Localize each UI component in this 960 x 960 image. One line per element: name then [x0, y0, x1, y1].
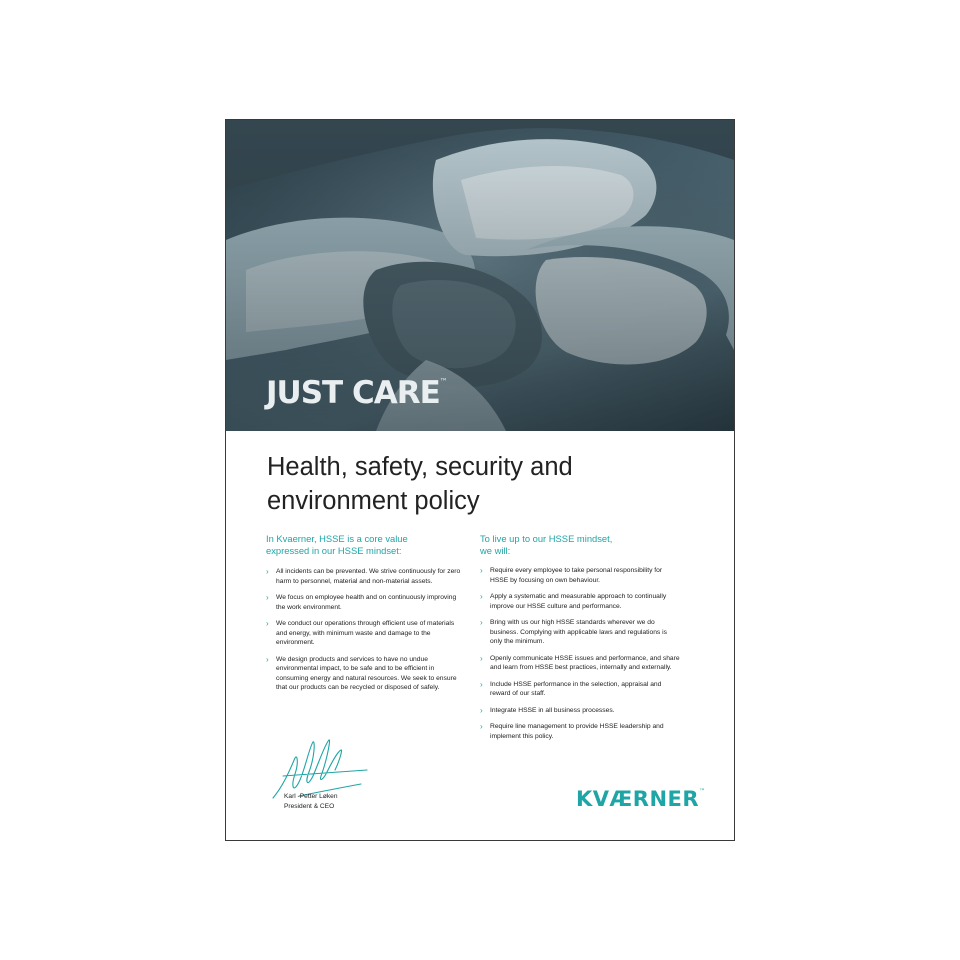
trademark-mark: ™	[439, 377, 448, 386]
chevron-right-icon: ›	[266, 619, 269, 628]
list-item-text: Bring with us our high HSSE standards wherever we do business. Complying with applicable laws and regulations is only the minimum.	[490, 619, 667, 645]
list-item-text: Include HSSE performance in the selection, appraisal and reward of our staff.	[490, 680, 662, 697]
logo-trademark: ™	[699, 788, 706, 795]
list-item	[480, 592, 680, 611]
signer-role: President & CEO	[284, 803, 335, 810]
list-item-text: Openly communicate HSSE issues and performance, and share and learn from HSSE best practices, internally and externally.	[490, 654, 680, 671]
logo-text: KVÆRNER	[576, 787, 700, 811]
list-item-text: We conduct our operations through efficient use of materials and energy, with minimum waste and damage to the environment.	[276, 620, 455, 646]
commitments-column	[480, 533, 680, 748]
chevron-right-icon: ›	[480, 566, 483, 575]
list-item	[480, 680, 680, 699]
list-item-text: Integrate HSSE in all business processes.	[490, 706, 615, 714]
list-item	[480, 566, 680, 585]
chevron-right-icon: ›	[480, 679, 483, 689]
list-item	[480, 722, 680, 741]
chevron-right-icon: ›	[266, 567, 269, 576]
list-item-text: We focus on employee health and on continuously improving the work environment.	[276, 594, 457, 611]
chevron-right-icon: ›	[480, 722, 483, 731]
list-item	[480, 706, 680, 716]
hero-photo	[226, 120, 734, 431]
chevron-right-icon: ›	[480, 618, 483, 627]
list-item-text: Require every employee to take personal responsibility for HSSE by focusing on own behaviour.	[490, 567, 663, 584]
mindset-heading: In Kvaerner, HSSE is a core value expressed in our HSSE mindset:	[266, 533, 408, 556]
list-item	[480, 654, 680, 673]
commitments-heading: To live up to our HSSE mindset, we will:	[480, 533, 613, 556]
list-item-text: Require line management to provide HSSE leadership and implement this policy.	[490, 723, 664, 740]
chevron-right-icon: ›	[480, 592, 483, 601]
chevron-right-icon: ›	[480, 705, 483, 715]
list-item	[266, 655, 461, 693]
signer-block	[284, 792, 338, 812]
mindset-list	[266, 567, 461, 693]
mindset-column	[266, 533, 461, 700]
signer-name: Karl -Petter Løken	[284, 793, 338, 800]
commitments-list	[480, 566, 680, 741]
list-item	[480, 618, 680, 647]
list-item-text: We design products and services to have no undue environmental impact, to be safe and to be efficient in consuming energy and natural resources. We seek to ensure that our products can be recycled or disposed of safely.	[276, 655, 457, 691]
slogan	[266, 375, 448, 411]
chevron-right-icon: ›	[266, 654, 269, 664]
list-item-text: All incidents can be prevented. We strive continuously for zero harm to personnel, material and non-material assets.	[276, 568, 461, 585]
list-item-text: Apply a systematic and measurable approach to continually improve our HSSE culture and performance.	[490, 593, 667, 610]
company-logo	[576, 787, 706, 811]
list-item	[266, 567, 461, 586]
page-title: Health, safety, security and environment policy	[267, 453, 573, 515]
chevron-right-icon: ›	[266, 593, 269, 602]
chevron-right-icon: ›	[480, 653, 483, 663]
list-item	[266, 593, 461, 612]
policy-poster	[225, 119, 735, 841]
slogan-text: JUST CARE	[266, 375, 440, 411]
list-item	[266, 619, 461, 648]
